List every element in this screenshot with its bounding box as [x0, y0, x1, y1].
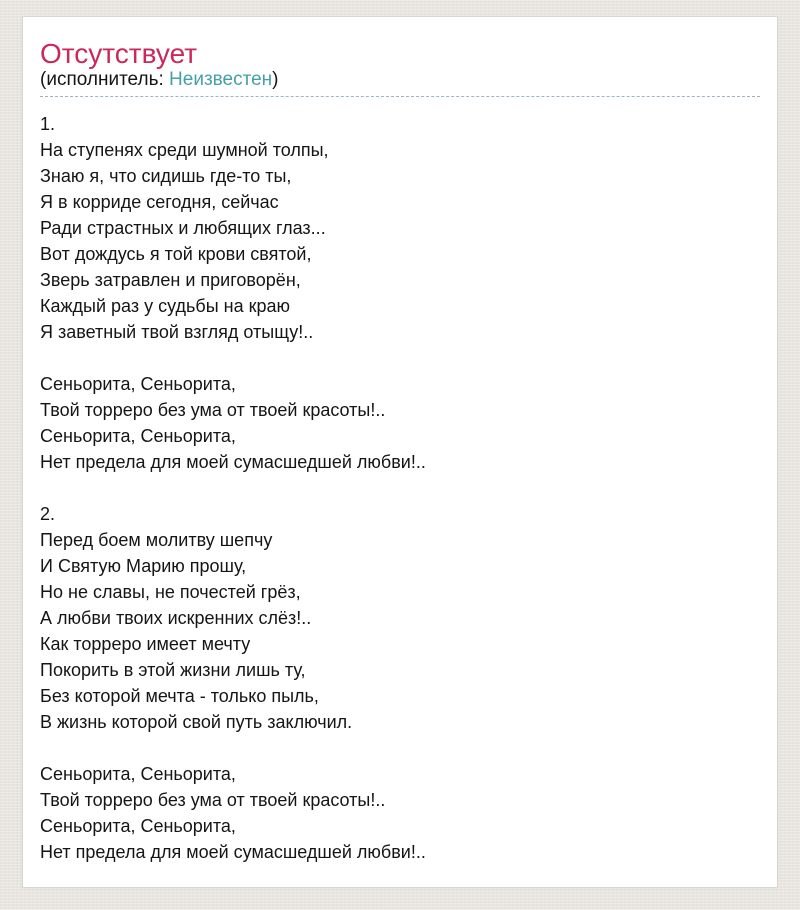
- lyric-line: Твой торреро без ума от твоей красоты!..: [40, 790, 386, 810]
- artist-label: (исполнитель:: [40, 69, 170, 90]
- artist-line: [40, 69, 760, 97]
- lyric-line: Твой торреро без ума от твоей красоты!..: [40, 400, 386, 420]
- lyric-line: Нет предела для моей сумасшедшей любви!..: [40, 452, 426, 472]
- lyric-line: Сеньорита, Сеньорита,: [40, 374, 236, 394]
- lyric-line: 1.: [40, 114, 56, 134]
- lyric-line: И Святую Марию прошу,: [40, 556, 247, 576]
- lyrics-text: [40, 111, 760, 865]
- lyric-line: Вот дождусь я той крови святой,: [40, 244, 312, 264]
- song-title: Отсутствует: [40, 38, 198, 69]
- lyric-line: Без которой мечта - только пыль,: [40, 686, 319, 706]
- artist-suffix: ): [272, 69, 279, 90]
- lyric-line: Сеньорита, Сеньорита,: [40, 426, 236, 446]
- lyric-line: Зверь затравлен и приговорён,: [40, 270, 301, 290]
- lyric-line: 2.: [40, 504, 56, 524]
- lyric-line: В жизнь которой свой путь заключил.: [40, 712, 353, 732]
- artist-link[interactable]: Неизвестен: [169, 69, 273, 90]
- lyric-line: Я заветный твой взгляд отыщу!..: [40, 322, 314, 342]
- lyric-block: [40, 761, 760, 865]
- lyric-line: Сеньорита, Сеньорита,: [40, 816, 236, 836]
- lyric-line: Каждый раз у судьбы на краю: [40, 296, 290, 316]
- content-card: [22, 16, 778, 888]
- lyric-line: Нет предела для моей сумасшедшей любви!..: [40, 842, 426, 862]
- lyric-line: Ради страстных и любящих глаз...: [40, 218, 326, 238]
- lyric-block: [40, 371, 760, 475]
- lyric-line: А любви твоих искренних слёз!..: [40, 608, 312, 628]
- lyric-line: Перед боем молитву шепчу: [40, 530, 273, 550]
- lyric-line: Но не славы, не почестей грёз,: [40, 582, 301, 602]
- lyric-block: [40, 501, 760, 735]
- lyric-line: Как торреро имеет мечту: [40, 634, 251, 654]
- lyric-line: Покорить в этой жизни лишь ту,: [40, 660, 306, 680]
- lyric-block: [40, 111, 760, 345]
- lyric-line: Знаю я, что сидишь где-то ты,: [40, 166, 292, 186]
- lyric-line: Сеньорита, Сеньорита,: [40, 764, 236, 784]
- lyric-line: Я в корриде сегодня, сейчас: [40, 192, 279, 212]
- lyric-line: На ступенях среди шумной толпы,: [40, 140, 329, 160]
